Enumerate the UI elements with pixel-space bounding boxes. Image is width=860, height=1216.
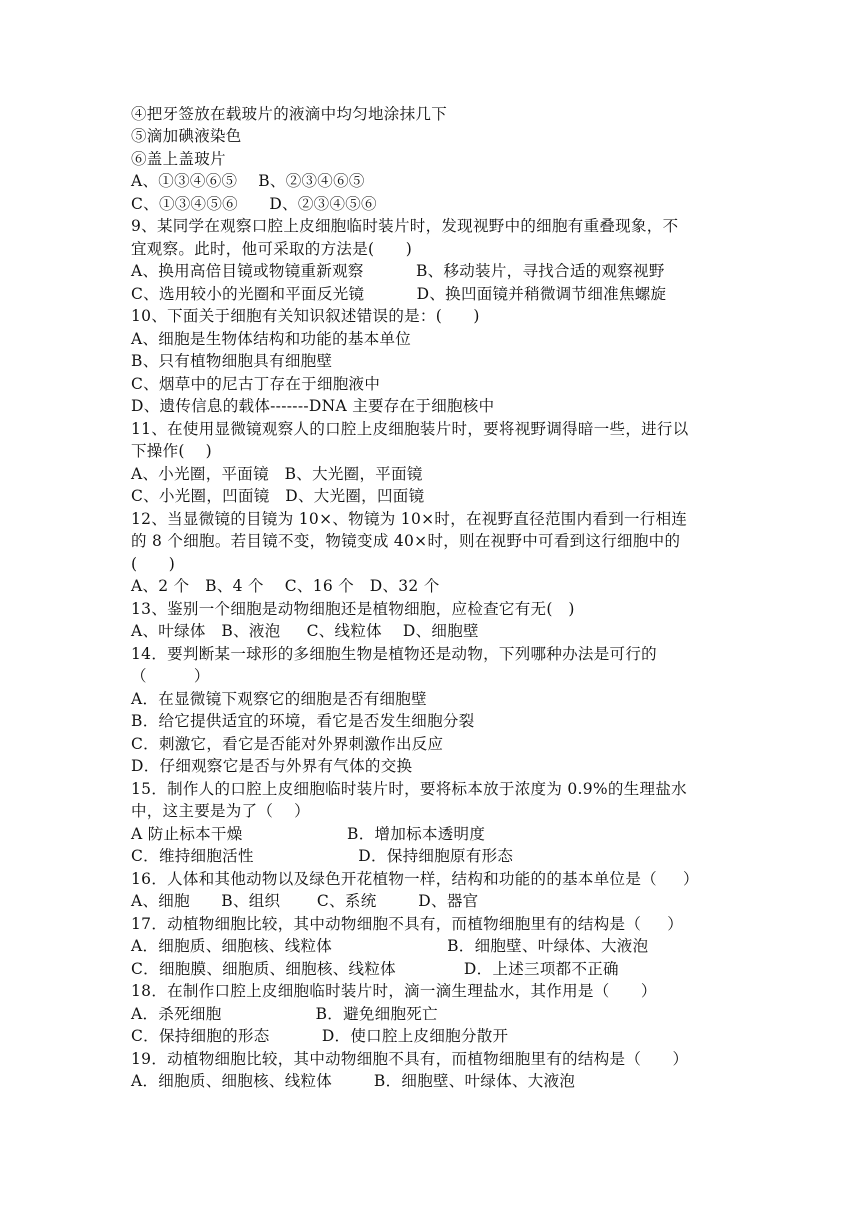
option-line: A、换用高倍目镜或物镜重新观察 B、移动装片，寻找合适的观察视野 [131,262,665,280]
option-line: B、只有植物细胞具有细胞壁 [131,352,333,370]
question-line: 9、某同学在观察口腔上皮细胞临时装片时，发现视野中的细胞有重叠现象，不 [131,217,679,235]
text-line: A、①③④⑥⑤ B、②③④⑥⑤ [131,172,365,190]
question-line: ( ) [131,555,176,573]
option-line: A、2 个 B、4 个 C、16 个 D、32 个 [131,577,440,595]
question-line: 11、在使用显微镜观察人的口腔上皮细胞装片时，要将视野调得暗一些，进行以 [131,420,689,438]
question-line: 17．动植物细胞比较，其中动物细胞不具有，而植物细胞里有的结构是（ ） [131,915,684,933]
text-line: C、①③④⑤⑥ D、②③④⑤⑥ [131,195,377,213]
question-line: 13、鉴别一个细胞是动物细胞还是植物细胞，应检查它有无( ) [131,600,575,618]
option-line: A．细胞质、细胞核、线粒体 B．细胞壁、叶绿体、大液泡 [131,1072,576,1090]
option-line: C．维持细胞活性 D．保持细胞原有形态 [131,847,514,865]
question-line: 下操作( ) [131,442,213,460]
option-line: A、叶绿体 B、液泡 C、线粒体 D、细胞壁 [131,622,479,640]
option-line: A．在显微镜下观察它的细胞是否有细胞壁 [131,690,427,708]
question-line: 19．动植物细胞比较，其中动物细胞不具有，而植物细胞里有的结构是（ ） [131,1050,689,1068]
question-line: 16．人体和其他动物以及绿色开花植物一样，结构和功能的的基本单位是（ ） [131,870,699,888]
option-line: A、细胞 B、组织 C、系统 D、器官 [131,892,479,910]
option-line: B．给它提供适宜的环境，看它是否发生细胞分裂 [131,712,475,730]
option-line: A 防止标本干燥 B．增加标本透明度 [131,825,486,843]
question-line: 15．制作人的口腔上皮细胞临时装片时，要将标本放于浓度为 0.9%的生理盐水 [131,780,687,798]
question-line: 宜观察。此时，他可采取的方法是( ) [131,240,413,258]
question-line: 的 8 个细胞。若目镜不变，物镜变成 40×时，则在视野中可看到这行细胞中的 [131,532,681,550]
option-line: D．仔细观察它是否与外界有气体的交换 [131,757,413,775]
text-line: ⑤滴加碘液染色 [131,127,242,145]
text-line: ⑥盖上盖玻片 [131,150,226,168]
option-line: C、烟草中的尼古丁存在于细胞液中 [131,375,381,393]
option-line: C．保持细胞的形态 D．使口腔上皮细胞分散开 [131,1027,509,1045]
option-line: C、小光圈，凹面镜 D、大光圈，凹面镜 [131,487,425,505]
question-line: 18．在制作口腔上皮细胞临时装片时，滴一滴生理盐水，其作用是（ ） [131,982,657,1000]
question-line: 14．要判断某一球形的多细胞生物是植物还是动物，下列哪种办法是可行的 [131,645,657,663]
question-line: （ ） [131,667,210,685]
option-line: C．刺激它，看它是否能对外界刺激作出反应 [131,735,444,753]
option-line: C．细胞膜、细胞质、细胞核、线粒体 D．上述三项都不正确 [131,960,619,978]
option-line: A、小光圈，平面镜 B、大光圈，平面镜 [131,465,423,483]
option-line: C、选用较小的光圈和平面反光镜 D、换凹面镜并稍微调节细准焦螺旋 [131,285,667,303]
option-line: A．细胞质、细胞核、线粒体 B．细胞壁、叶绿体、大液泡 [131,937,649,955]
option-line: A．杀死细胞 B．避免细胞死亡 [131,1005,438,1023]
option-line: A、细胞是生物体结构和功能的基本单位 [131,330,412,348]
option-line: D、遗传信息的载体-------DNA 主要存在于细胞核中 [131,397,495,415]
question-line: 10、下面关于细胞有关知识叙述错误的是：( ) [131,307,480,325]
question-line: 12、当显微镜的目镜为 10×、物镜为 10×时，在视野直径范围内看到一行相连 [131,510,688,528]
text-line: ④把牙签放在载玻片的液滴中均匀地涂抹几下 [131,105,448,123]
question-line: 中，这主要是为了（ ） [131,802,310,820]
